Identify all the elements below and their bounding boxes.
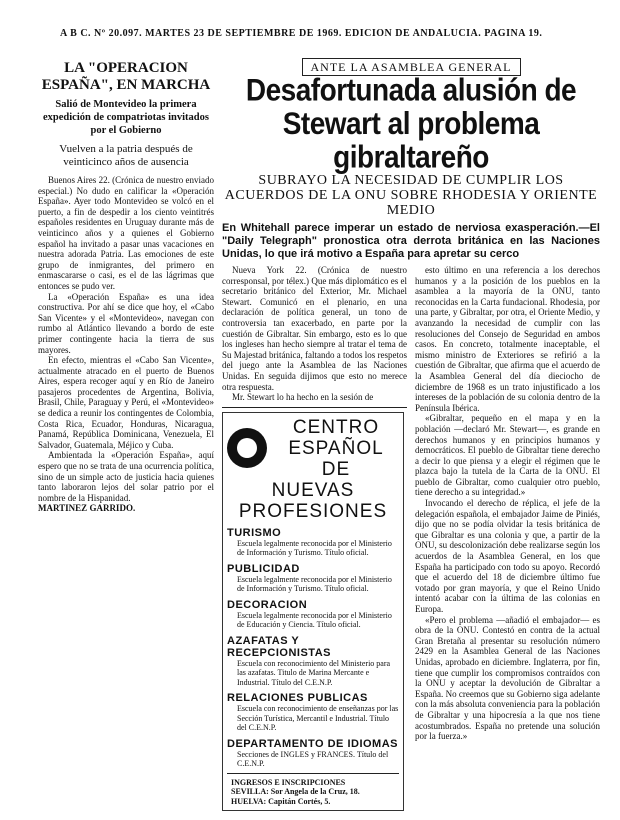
ad-section-head: AZAFATAS Y RECEPCIONISTAS <box>227 634 331 659</box>
kicker-label: ANTE LA ASAMBLEA GENERAL <box>302 58 521 76</box>
main-col2b-text: «Gibraltar, pequeño en el mapa y en la población —declaró Mr. Stewart—, es grande en derechos humanos y en principios humanos y democráticos. El pueblo de Gibraltar tiene derecho a decir lo que piensa y a elegir el régimen que le plazca bajo la tutela de la Carta de la ONU. El pueblo de Gibraltar, como cualquier otro pueblo, tiene derecho a su integridad.» <box>415 413 600 498</box>
ad-title-line: ESPAÑOL DE <box>288 437 384 480</box>
ad-section-text: Escuela con reconocimiento del Ministerio para las azafatas. Titulo de Marina Mercante e Industrial. Título del C.E.N.P. <box>237 658 391 687</box>
ad-footer-line: HUELVA: Capitán Cortés, 5. <box>231 796 331 806</box>
main-column-right <box>415 265 600 811</box>
main-columns <box>222 265 600 811</box>
left-article-title: LA "OPERACION ESPAÑA", EN MARCHA <box>41 60 211 93</box>
divider <box>222 407 407 408</box>
left-article-signature: MARTINEZ GARRIDO. <box>38 503 136 514</box>
main-col2c-text: Invocando el derecho de réplica, el jefe de la delegación española, el embajador Jaime de Piniés, dijo que no se podía olvidar la tesis británica de que Gibraltar es una colonia y que, a partir de la ONU, su descolonización debe realizarse según los acuerdos de la Asamblea General, en los que España ha participado con todo su apoyo. Recordó que el acuerdo del 18 de diciembre último fue votado por gran mayoría, y que el Reino Unido intentó acabar con la última de las colonias en Europa. <box>415 498 600 614</box>
ad-title-line: NUEVAS PROFESIONES <box>238 479 388 522</box>
paragraph: Buenos Aires 22. (Crónica de nuestro enviado especial.) No dudo en calificar la «Operación España». Ayer todo Montevideo se volcó en el puerto, a fin de despedir a los ciento veintitrés españoles residentes en Uruguay durante más de veinticinco años y a quienes el Gobierno español ha invitado a pasar unas vacaciones en nuestra adorada Patria. Las emociones de este grupo de inmigrantes, del primero en enmascararse o casi, es el de las lágrimas que entonces se pudo ver. <box>38 175 214 291</box>
ad-section <box>227 563 399 594</box>
main-subhead: SUBRAYO LA NECESIDAD DE CUMPLIR LOS ACUERDOS DE LA ONU SOBRE RHODESIA Y ORIENTE MEDIO <box>224 173 598 218</box>
main-article <box>222 58 600 811</box>
paragraph: Ambientada la «Operación España», aquí espero que no se trata de una ocurrencia política, sino de un simple acto de justicia hacia quienes tanto laboraron lejos del solar patrio por el nombre de la Hispanidad. <box>38 450 214 503</box>
main-col2d-text: «Pero el problema —añadió el embajador— es obra de la ONU. Contestó en contra de la actual Gran Bretaña al presentar su resolución número 2429 en la Asamblea General de las Naciones Unidas, aprobado en diciembre. Inglaterra, por fin, tiene que cumplir los compromisos contraídos con la ONU y aceptar la devolución de Gibraltar a España. No creemos que su Gobierno siga adelante con la más absoluta conveniencia para la población de Gibraltar y una hipocresía a la que nos tiene acostumbrados. España no pretende una solución por la fuerza.» <box>415 614 600 742</box>
main-column-left <box>222 265 407 811</box>
ad-title-line: CENTRO <box>292 416 380 438</box>
main-col1-end: Mr. Stewart lo ha hecho en la sesión de <box>232 392 374 403</box>
left-article-body <box>38 175 214 514</box>
main-col2-text: esto último en una referencia a los derechos humanos y a la posición de los pueblos en la asamblea a la mayoría de la ONU, tanto reconocidas en la Carta fundacional. Rhodesia, por una parte, y Gibraltar, por otra, el Oriente Medio, y avanzando la necesidad de cumplir con las resoluciones del Consejo de Seguridad en ambos casos. En concreto, totalmente inaceptable, el mismo ministro de Exteriores se refirió a la cuestión de Gibraltar, que afirma que el acuerdo de la Asamblea General del día dieciocho de diciembre de 1968 es un trato injustificado a los intereses de la población de su colonia dentro de la Península Ibérica. <box>415 265 600 413</box>
advert-box <box>222 412 404 812</box>
ad-footer-line: INGRESOS E INSCRIPCIONES <box>231 777 346 787</box>
left-article-deck: Vuelven a la patria después de veinticinco años de ausencia <box>59 143 193 168</box>
ad-section-head: PUBLICIDAD <box>227 562 300 575</box>
ad-section-text: Escuela legalmente reconocida por el Ministerio de Educación y Ciencia. Título oficial. <box>237 610 392 630</box>
ad-section <box>227 692 399 733</box>
ad-section-text: Escuela legalmente reconocida por el Ministerio de Información y Turismo. Título oficial. <box>237 574 392 594</box>
left-article-subtitle: Salió de Montevideo la primera expedición de compatriotas invitados por el Gobierno <box>43 99 209 136</box>
ad-section-head: DEPARTAMENTO DE IDIOMAS <box>227 737 399 750</box>
main-col1-text: Nueva York 22. (Crónica de nuestro corresponsal, por télex.) Que más diplomático es el secretario británico del Exterior, Mr. Michael Stewart. Comunicó en el plenario, en una declaración de política general, un tono de controversia tan exacerbado, en parte por la cuestión de Gibraltar. Sin embargo, esto es lo que los ingleses han hecho siempre al tratar el tema de Su Majestad británica, faltando a todos los respetos del juego ante la Asamblea de las Naciones Unidas. En seguida dijimos que esto no merece otra respuesta. <box>222 265 407 392</box>
ad-section-head: RELACIONES PUBLICAS <box>227 692 368 705</box>
divider <box>227 773 399 774</box>
ad-section-text: Secciones de INGLES y FRANCES. Título del C.E.N.P. <box>237 749 389 769</box>
main-headline: Desafortunada alusión de Stewart al problema gibraltareño <box>245 72 577 175</box>
ad-section-head: TURISMO <box>227 526 282 539</box>
ad-section <box>227 527 399 558</box>
paragraph: La «Operación España» es una idea constructiva. Por ahí se dice que hoy, el «Cabo San Vicente» y el «Montevideo», navegan con rumbo al Atlántico llevando a bordo de este primer contingente hacia la tierra de sus mayores. <box>38 291 214 355</box>
ad-logo-icon <box>227 428 267 468</box>
page-header: A B C. Nº 20.097. MARTES 23 DE SEPTIEMBRE DE 1969. EDICION DE ANDALUCIA. PAGINA 19. <box>60 28 543 39</box>
ad-section <box>227 738 399 769</box>
paragraph: En efecto, mientras el «Cabo San Vicente», actualmente atracado en el puerto de Buenos Aires, espera recoger aquí y en Río de Janeiro pasajeros procedentes de Argentina, Bolivia, Brasil, Chile, Paraguay y Perú, el «Montevideo» se dedica a reunir los contingentes de Colombia, Costa Rica, Ecuador, Honduras, Nicaragua, Panamá, República Dominicana, Venezuela, El Salvador, Guatemala, Méjico y Cuba. <box>38 355 214 450</box>
main-deck: En Whitehall parece imperar un estado de nerviosa exasperación.—El "Daily Telegraph" pronostica otra derrota británica en las Naciones Unidas, lo que irá motivo a España para apretar su cerco <box>222 222 600 260</box>
ad-section-head: DECORACION <box>227 598 308 611</box>
ad-footer-line: SEVILLA: Sor Angela de la Cruz, 18. <box>231 787 360 797</box>
ad-section-text: Escuela con reconocimiento de enseñanzas por las Sección Turística, Mercantil e Industrial. Título del C.E.N.P. <box>237 704 399 733</box>
ad-section-text: Escuela legalmente reconocida por el Ministerio de Información y Turismo. Título oficial. <box>237 538 392 558</box>
ad-section <box>227 635 399 688</box>
left-column <box>38 58 214 514</box>
ad-section <box>227 599 399 630</box>
